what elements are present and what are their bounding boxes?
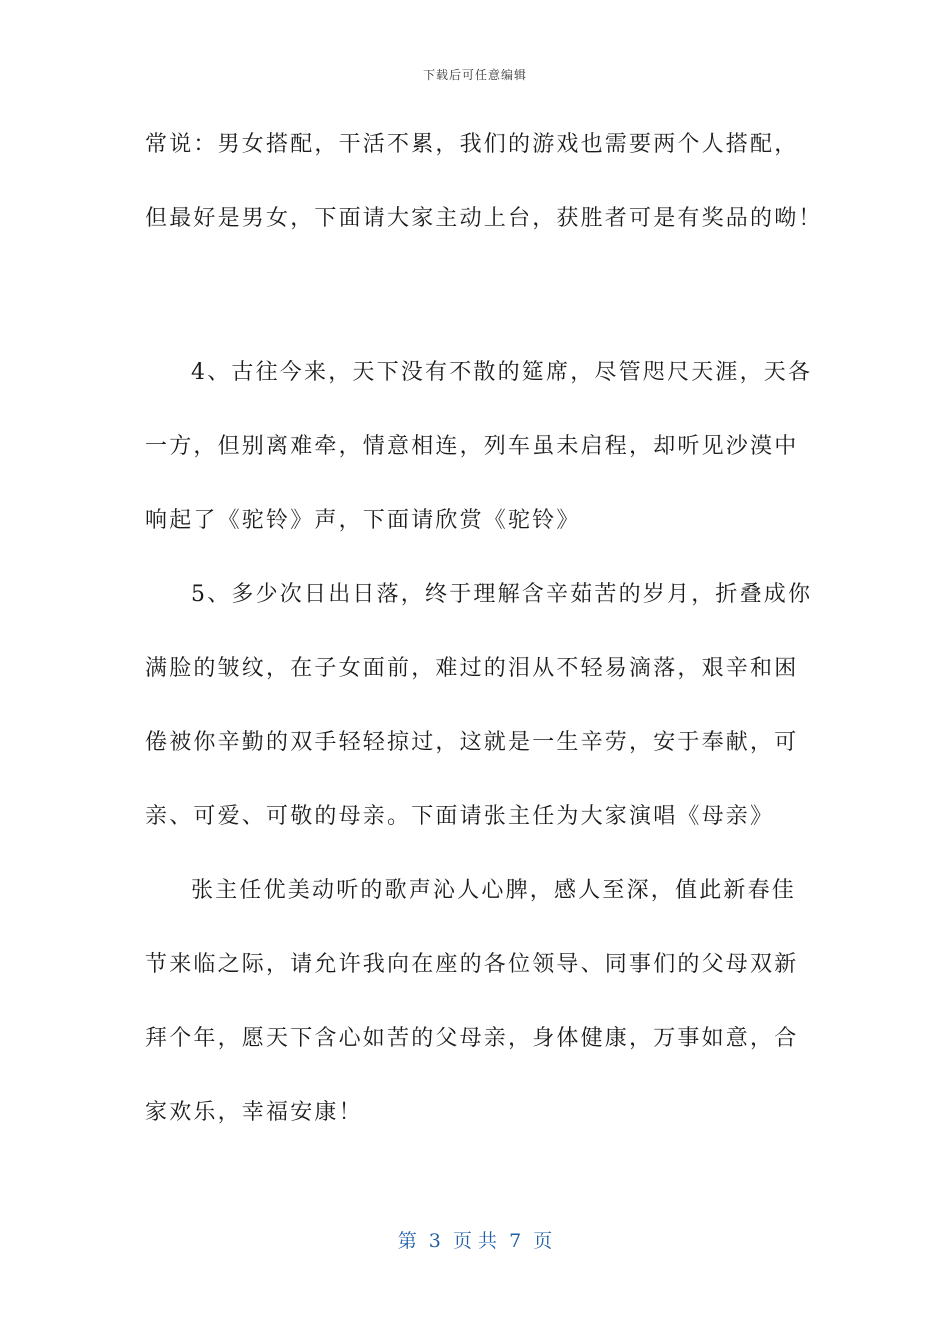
text-line: 响起了《驼铃》声，下面请欣赏《驼铃》 — [145, 508, 581, 533]
text-line: 家欢乐，幸福安康！ — [145, 1100, 363, 1125]
paragraph-continued — [145, 124, 825, 272]
text-line: 满脸的皱纹，在子女面前，难过的泪从不轻易滴落，艰辛和困 — [145, 656, 799, 681]
text-line: 一方，但别离难牵，情意相连，列车虽未启程，却听见沙漠中 — [145, 434, 799, 459]
text-line: 但最好是男女，下面请大家主动上台，获胜者可是有奖品的呦！ — [145, 206, 823, 231]
page-number-footer: 第 3 页 共 7 页 — [397, 1230, 553, 1252]
text-line: 倦被你辛勤的双手轻轻掠过，这就是一生辛劳，安于奉献，可 — [145, 730, 799, 755]
text-line: 5、多少次日出日落，终于理解含辛茹苦的岁月，折叠成你 — [191, 582, 813, 607]
text-line: 常说：男女搭配，干活不累，我们的游戏也需要两个人搭配， — [145, 132, 799, 157]
text-line: 4、古往今来，天下没有不散的筵席，尽管咫尺天涯，天各 — [191, 360, 813, 385]
text-line: 张主任优美动听的歌声沁人心脾，感人至深，值此新春佳 — [191, 878, 797, 903]
text-line: 拜个年，愿天下含心如苦的父母亲，身体健康，万事如意，合 — [145, 1026, 799, 1051]
paragraph-4 — [145, 352, 825, 574]
paragraph-spacer — [145, 272, 825, 352]
document-body — [145, 124, 825, 1166]
paragraph-6 — [145, 870, 825, 1166]
text-line: 亲、可爱、可敬的母亲。下面请张主任为大家演唱《母亲》 — [145, 804, 775, 829]
page-header: 下载后可任意编辑 — [422, 68, 527, 82]
paragraph-5 — [145, 574, 825, 870]
text-line: 节来临之际，请允许我向在座的各位领导、同事们的父母双新 — [145, 952, 799, 977]
